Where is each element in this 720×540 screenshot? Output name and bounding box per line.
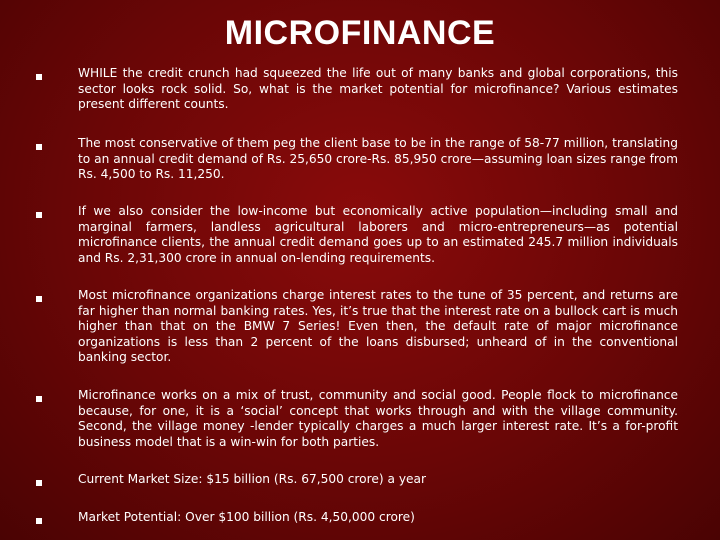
square-bullet-icon [36, 296, 42, 302]
square-bullet-icon [36, 74, 42, 80]
bullet-text: Current Market Size: $15 billion (Rs. 67,500 crore) a year [78, 472, 427, 486]
slide-title: MICROFINANCE [224, 14, 496, 52]
bullet-text: Market Potential: Over $100 billion (Rs. 4,50,000 crore) [78, 510, 415, 524]
bullet-text: The most conservative of them peg the client base to be in the range of 58-77 million, translating to an annual credit demand of Rs. 25,650 crore-Rs. 85,950 crore—assuming loan sizes range from Rs. 4,500 to Rs. 11,250. [78, 136, 678, 181]
bullet-text: If we also consider the low-income but economically active population—including small and marginal farmers, landless agricultural laborers and micro-entrepreneurs—as potential microfinance clients, the annual credit demand goes up to an estimated 245.7 million individuals and Rs. 2,31,300 crore in annual on-lending requirements. [78, 204, 678, 265]
square-bullet-icon [36, 518, 42, 524]
bullet-text: Most microfinance organizations charge interest rates to the tune of 35 percent, and returns are far higher than normal banking rates. Yes, it’s true that the interest rate on a bullock cart is much higher than that on the BMW 7 Series! Even then, the default rate of major microfinance organizations is less than 2 percent of the loans disbursed; unheard of in the conventional banking sector. [78, 288, 678, 364]
bullet-text: Microfinance works on a mix of trust, community and social good. People flock to microfinance because, for one, it is a ‘social’ concept that works through and with the village community. Second, the village money -lender typically charges a much larger interest rate. It’s a for-profit business model that is a win-win for both parties. [78, 388, 678, 449]
bullet-text: WHILE the credit crunch had squeezed the life out of many banks and global corporations, this sector looks rock solid. So, what is the market potential for microfinance? Various estimates present different counts. [78, 66, 678, 111]
square-bullet-icon [36, 212, 42, 218]
square-bullet-icon [36, 480, 42, 486]
square-bullet-icon [36, 396, 42, 402]
square-bullet-icon [36, 144, 42, 150]
